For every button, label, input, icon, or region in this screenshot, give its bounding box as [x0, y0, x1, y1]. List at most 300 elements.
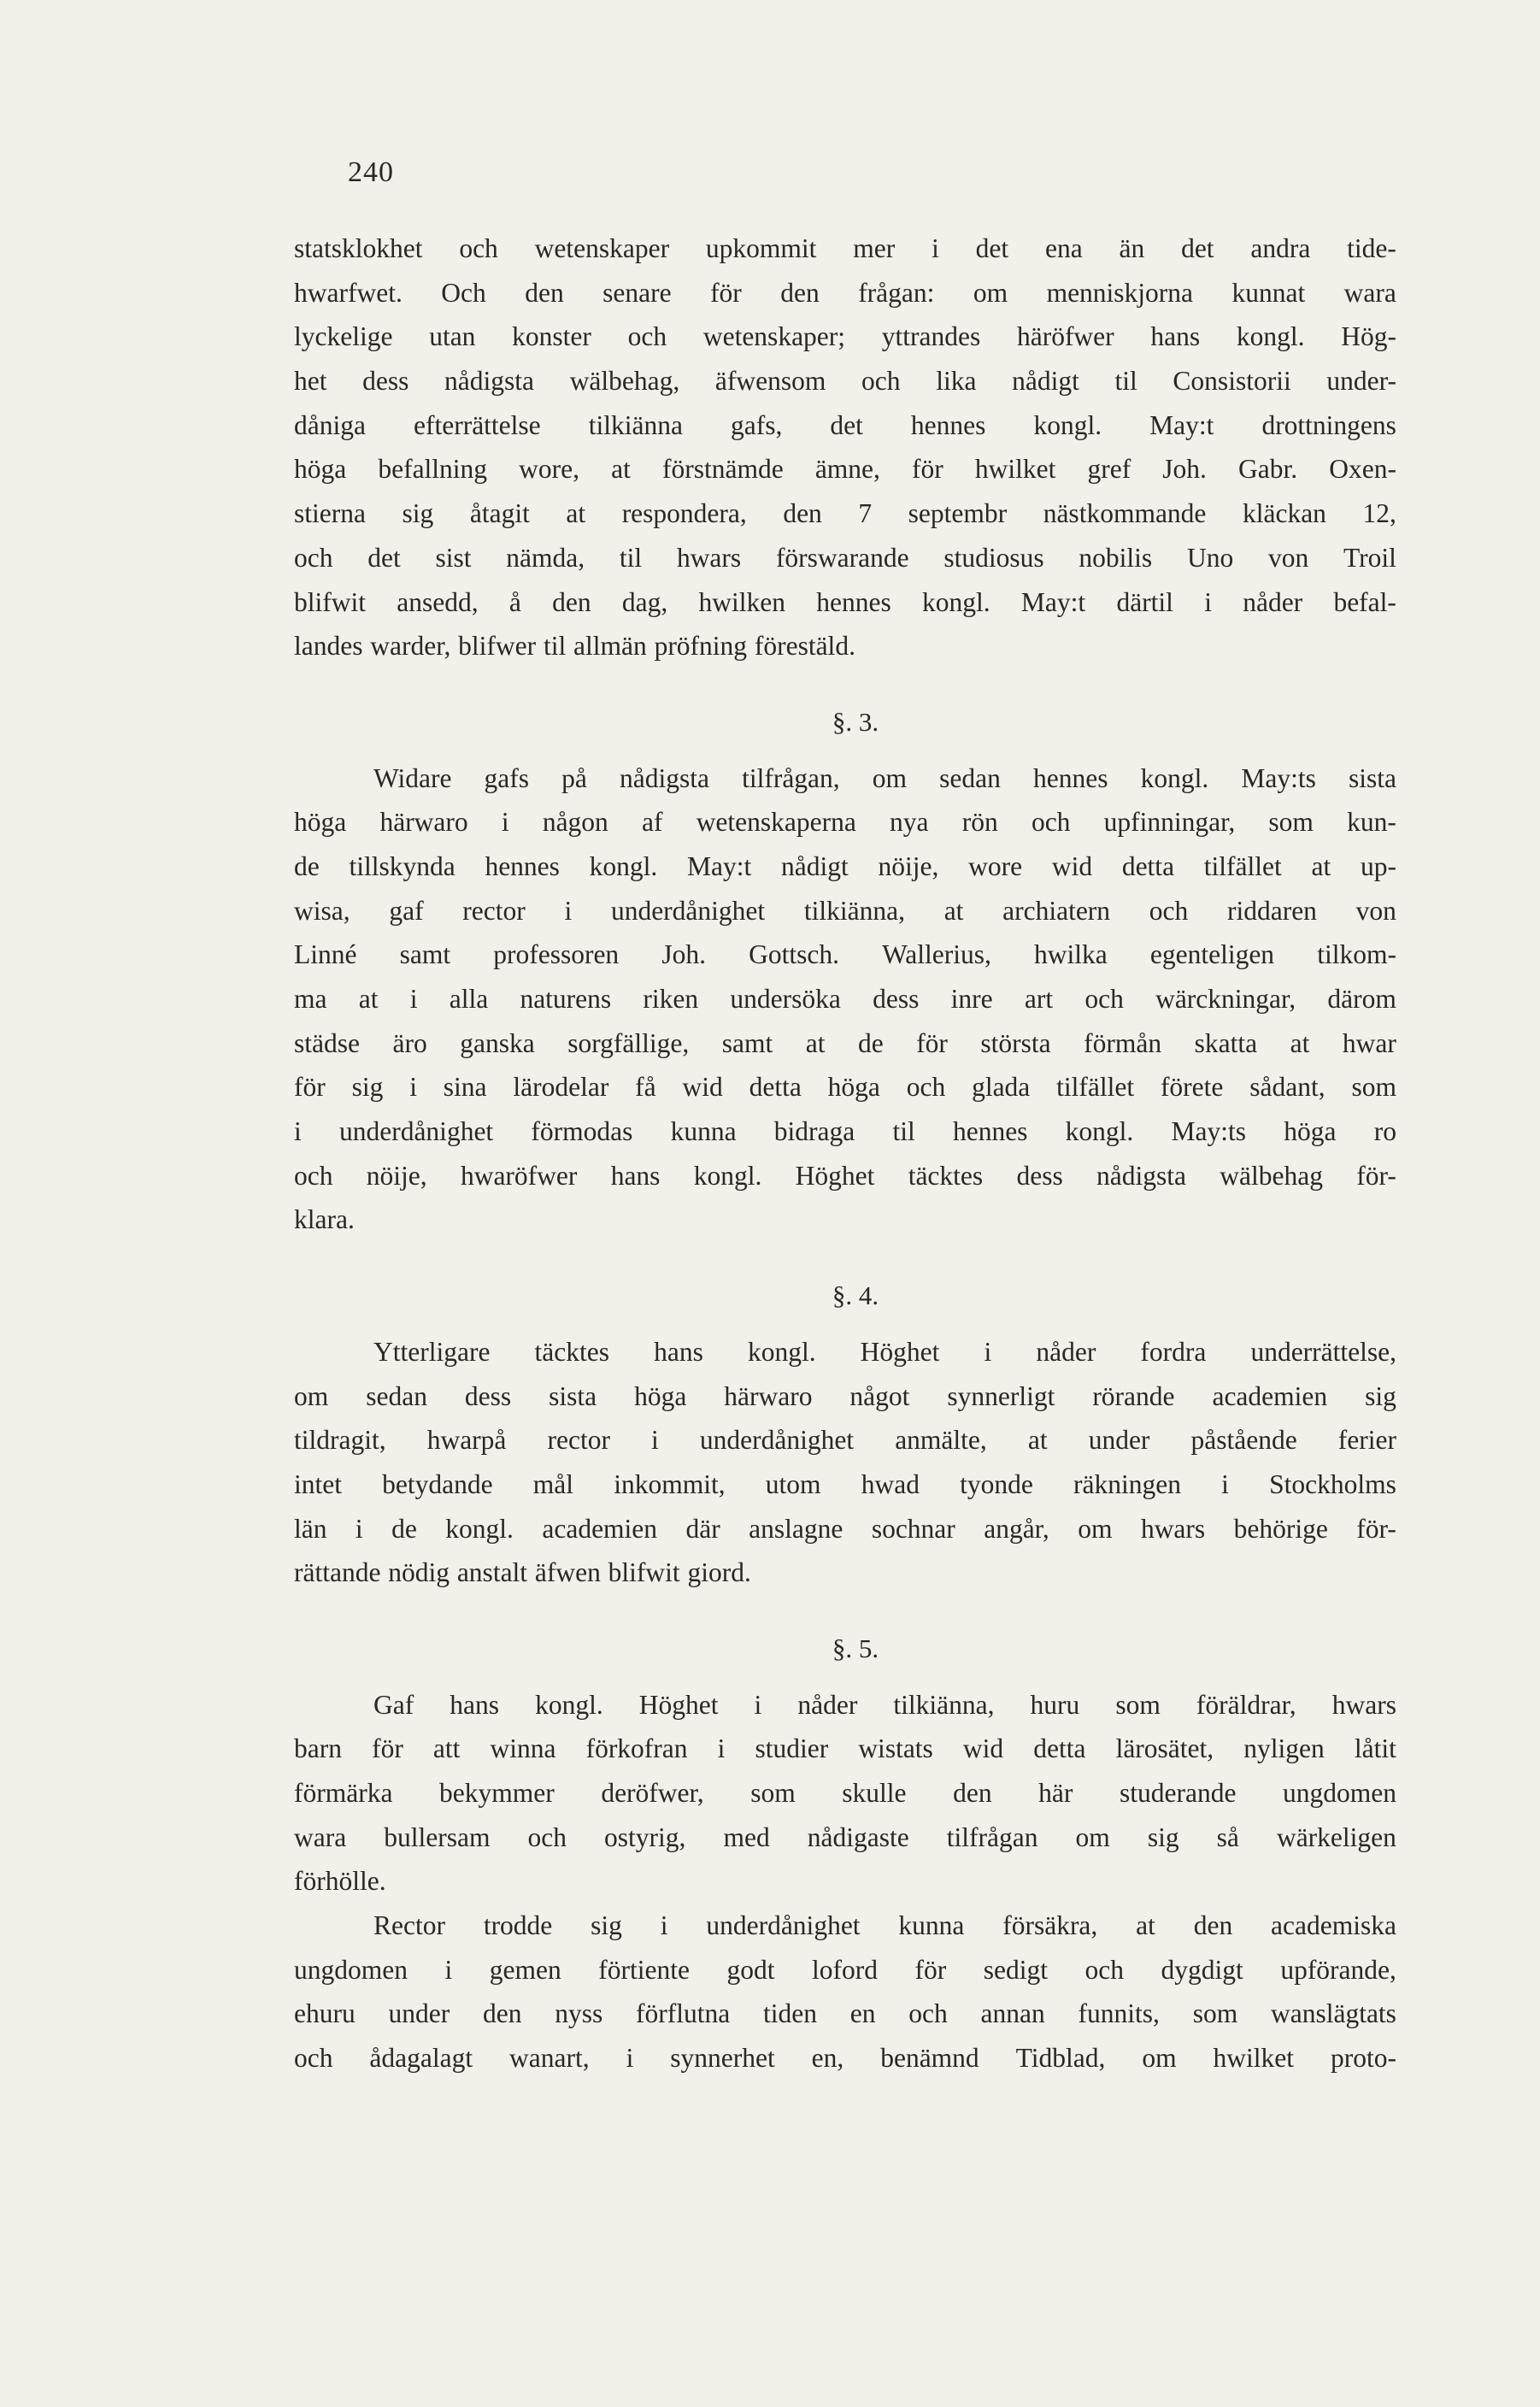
word: at: [358, 984, 379, 1014]
word: deröfwer,: [601, 1778, 704, 1808]
text-line: [294, 1683, 1396, 1727]
word: May:ts: [1171, 1116, 1247, 1147]
text-line: [294, 1065, 1396, 1109]
word: äro: [392, 1027, 427, 1058]
word: som: [1115, 1689, 1161, 1720]
paragraph: [294, 1330, 1396, 1595]
word: det: [1181, 233, 1214, 263]
word: de: [391, 1513, 417, 1544]
word: studier: [755, 1733, 829, 1764]
word: blifwer: [458, 631, 537, 662]
section-heading: §. 3.: [832, 706, 879, 737]
word: wid: [1051, 850, 1093, 881]
word: underdånighet: [610, 895, 766, 926]
word: förhölle.: [294, 1866, 386, 1897]
word: het: [294, 366, 327, 397]
word: rector: [462, 895, 526, 926]
word: sedan: [366, 1380, 427, 1411]
word: wid: [962, 1733, 1004, 1764]
word: archiatern: [1002, 895, 1111, 926]
word: kongl.: [1140, 762, 1209, 793]
word: äfwen: [534, 1557, 601, 1588]
word: att: [432, 1733, 461, 1764]
word: i: [564, 895, 573, 926]
text-line: [294, 933, 1396, 977]
word: ungdomen: [294, 1954, 408, 1985]
word: någon: [542, 807, 608, 838]
word: i: [409, 1072, 417, 1103]
word: anmälte,: [895, 1425, 987, 1456]
word: May:t: [687, 850, 752, 881]
word: Widare: [373, 762, 452, 793]
word: sorgfällige,: [567, 1027, 690, 1058]
word: nådigt: [781, 850, 849, 881]
text-line: [294, 227, 1396, 271]
word: academiska: [1271, 1910, 1396, 1941]
word: Ytterligare: [373, 1336, 491, 1367]
word: och: [1084, 1954, 1125, 1985]
word: til: [892, 1116, 915, 1147]
word: kläckan: [1242, 498, 1326, 529]
word: utom: [765, 1468, 821, 1499]
word: at: [805, 1027, 826, 1058]
word: sochnar: [871, 1513, 955, 1544]
word: tilfrågan,: [742, 762, 840, 793]
word: underdånighet: [699, 1425, 855, 1456]
word: godt: [726, 1954, 775, 1985]
word: fordra: [1140, 1336, 1207, 1367]
word: nämda,: [506, 542, 585, 573]
word: för: [372, 1733, 403, 1764]
word: försäkra,: [1002, 1910, 1098, 1941]
word: nådigsta: [619, 762, 709, 793]
word: benämnd: [880, 2043, 979, 2074]
word: at: [1290, 1027, 1310, 1058]
word: art: [1024, 984, 1054, 1014]
word: som: [1192, 1998, 1238, 2029]
word: wälbehag: [1220, 1160, 1323, 1191]
word: den: [525, 277, 564, 308]
word: ena: [1044, 233, 1083, 263]
word: ansedd,: [397, 586, 479, 617]
word: tildragit,: [294, 1425, 386, 1456]
word: tillskynda: [349, 850, 456, 881]
word: och: [294, 542, 333, 573]
word: alla: [449, 984, 489, 1014]
text-line: [294, 403, 1396, 448]
text-line: [294, 359, 1396, 403]
word: tilkom-: [1317, 939, 1396, 970]
word: de: [294, 850, 320, 881]
word: ro: [1373, 1116, 1396, 1147]
word: Stockholms: [1269, 1468, 1396, 1499]
word: kunna: [898, 1910, 965, 1941]
word: hwilka: [1034, 939, 1108, 970]
word: dess: [464, 1380, 512, 1411]
word: af: [642, 807, 663, 838]
word: wanslägtats: [1270, 1998, 1396, 2029]
word: barn: [294, 1733, 342, 1764]
word: wetenskaperna: [696, 807, 856, 838]
word: Joh.: [1162, 454, 1207, 485]
word: i: [501, 807, 509, 838]
word: tilkiänna,: [803, 895, 905, 926]
word: bekymmer: [439, 1778, 555, 1808]
word: til: [1114, 366, 1137, 397]
word: septembr: [908, 498, 1008, 529]
word: huru: [1030, 1689, 1080, 1720]
word: dåniga: [294, 409, 366, 440]
word: loford: [812, 1954, 878, 1985]
word: därtil: [1116, 586, 1173, 617]
paragraph: [294, 1683, 1396, 1904]
word: i: [984, 1336, 992, 1367]
text-line: [294, 315, 1396, 359]
word: i: [294, 1116, 302, 1147]
word: den: [783, 498, 822, 529]
word: en: [849, 1998, 876, 2029]
word: at: [1136, 1910, 1155, 1941]
word: nådigsta: [1096, 1160, 1186, 1191]
word: och: [861, 366, 901, 397]
paragraph: [294, 227, 1396, 668]
text-line: [294, 1198, 1396, 1242]
word: här: [1038, 1778, 1073, 1808]
word: rector: [547, 1425, 610, 1456]
word: Oxen-: [1329, 454, 1396, 485]
word: ostyrig,: [604, 1821, 686, 1852]
word: därom: [1327, 984, 1396, 1014]
word: hwars: [676, 542, 742, 573]
word: wara: [294, 1821, 347, 1852]
text-line: [294, 2036, 1396, 2080]
word: det: [830, 409, 863, 440]
word: något: [849, 1380, 910, 1411]
word: lärosätet,: [1115, 1733, 1214, 1764]
section-gap: [294, 1671, 1396, 1683]
word: utan: [429, 321, 476, 352]
text-line: [294, 800, 1396, 845]
word: lika: [936, 366, 977, 397]
word: i: [660, 1910, 668, 1941]
word: proto-: [1330, 2043, 1396, 2074]
word: wälbehag,: [569, 366, 680, 397]
word: bidraga: [773, 1116, 855, 1147]
word: förtiente: [598, 1954, 690, 1985]
word: hans: [654, 1336, 703, 1367]
word: tiden: [763, 1998, 818, 2029]
word: kongl.: [589, 850, 658, 881]
text-line: [294, 491, 1396, 536]
word: täcktes: [908, 1160, 984, 1191]
word: förkofran: [585, 1733, 688, 1764]
word: en,: [811, 2043, 844, 2074]
word: nåder: [1243, 586, 1303, 617]
word: och: [1084, 984, 1124, 1014]
word: landes: [294, 631, 363, 662]
word: och: [1149, 895, 1189, 926]
word: upkommit: [705, 233, 817, 263]
word: underrättelse,: [1250, 1336, 1396, 1367]
section-gap: [294, 1242, 1396, 1274]
word: sist: [435, 542, 472, 573]
word: til: [543, 631, 567, 662]
text-line: [294, 1551, 1396, 1595]
word: förmodas: [531, 1116, 633, 1147]
word: samt: [399, 939, 451, 970]
word: och: [627, 321, 667, 352]
word: synnerligt: [947, 1380, 1055, 1411]
word: studiosus: [943, 542, 1044, 573]
word: von: [1355, 895, 1396, 926]
word: i: [409, 984, 418, 1014]
text-line: [294, 624, 1396, 668]
word: befallning: [378, 454, 488, 485]
word: tilfället: [1203, 850, 1282, 881]
word: rörande: [1092, 1380, 1175, 1411]
word: och: [1031, 807, 1071, 838]
word: förflutna: [636, 1998, 731, 2029]
word: rättande: [294, 1557, 381, 1588]
word: samt: [721, 1027, 773, 1058]
word: winna: [490, 1733, 556, 1764]
word: von: [1267, 542, 1309, 573]
word: på: [561, 762, 587, 793]
word: mål: [532, 1468, 574, 1499]
word: sista: [549, 1380, 597, 1411]
word: synnerhet: [670, 2043, 775, 2074]
word: i: [651, 1425, 659, 1456]
word: under: [388, 1998, 450, 2029]
word: för-: [1356, 1513, 1396, 1544]
word: up-: [1360, 850, 1396, 881]
word: naturens: [520, 984, 612, 1014]
text-line: [294, 1904, 1396, 1948]
word: om: [872, 762, 908, 793]
word: Höghet: [638, 1689, 719, 1720]
word: sig: [351, 1072, 384, 1103]
word: den: [780, 277, 820, 308]
word: underdånighet: [338, 1116, 494, 1147]
word: åtagit: [469, 498, 530, 529]
word: senare: [602, 277, 672, 308]
word: så: [1216, 1821, 1239, 1852]
word: påstående: [1190, 1425, 1297, 1456]
word: blifwit: [294, 586, 366, 617]
word: upfinningar,: [1103, 807, 1236, 838]
word: May:ts: [1241, 762, 1316, 793]
text-line: [294, 1816, 1396, 1860]
word: wisa,: [294, 895, 350, 926]
text-line: [294, 977, 1396, 1021]
word: dess: [362, 366, 409, 397]
word: nödig: [388, 1557, 450, 1588]
body-text: [294, 227, 1396, 2080]
word: län: [294, 1513, 327, 1544]
word: och: [527, 1821, 567, 1852]
word: som: [1351, 1072, 1396, 1103]
word: betydande: [382, 1468, 493, 1499]
word: nästkommande: [1043, 498, 1207, 529]
text-line: [294, 845, 1396, 889]
word: warder,: [370, 631, 451, 662]
text-line: [294, 756, 1396, 801]
word: och: [294, 2043, 333, 2074]
section-gap: [294, 1595, 1396, 1627]
text-line: [294, 1992, 1396, 2036]
word: Troil: [1343, 542, 1396, 573]
word: härwaro: [379, 807, 468, 838]
word: låtit: [1354, 1733, 1396, 1764]
word: at: [943, 895, 964, 926]
word: den: [1193, 1910, 1233, 1941]
word: riddaren: [1226, 895, 1317, 926]
text-line: [294, 1021, 1396, 1066]
word: 7: [858, 498, 873, 529]
word: gafs: [484, 762, 530, 793]
text-line: [294, 1418, 1396, 1462]
word: sedigt: [983, 1954, 1049, 1985]
word: rön: [961, 807, 998, 838]
text-line: [294, 580, 1396, 625]
word: nådigaste: [807, 1821, 909, 1852]
word: för: [914, 1954, 947, 1985]
word: gaf: [389, 895, 424, 926]
word: om: [1142, 2043, 1177, 2074]
text-line: [294, 1154, 1396, 1198]
word: nobilis: [1079, 542, 1153, 573]
word: tilkiänna: [588, 409, 683, 440]
word: hennes: [1032, 762, 1108, 793]
word: giord.: [687, 1557, 751, 1588]
word: skulle: [842, 1778, 907, 1808]
word: och: [294, 1160, 333, 1191]
word: Höghet: [860, 1336, 940, 1367]
word: befal-: [1333, 586, 1396, 617]
word: at: [1027, 1425, 1048, 1456]
word: städse: [294, 1027, 360, 1058]
word: hans: [610, 1160, 661, 1191]
text-line: [294, 536, 1396, 580]
word: kongl.: [1065, 1116, 1134, 1147]
word: kongl.: [747, 1336, 816, 1367]
word: kongl.: [445, 1513, 514, 1544]
word: at: [566, 498, 586, 529]
word: kunnat: [1231, 277, 1306, 308]
word: hans: [1150, 321, 1201, 352]
word: om: [973, 277, 1008, 308]
word: intet: [294, 1468, 342, 1499]
word: funnits,: [1078, 1998, 1160, 2029]
word: om: [1078, 1513, 1113, 1544]
word: kongl.: [693, 1160, 762, 1191]
word: trodde: [483, 1910, 553, 1941]
word: förestäld.: [754, 631, 855, 662]
word: wid: [682, 1072, 723, 1103]
word: nåder: [1036, 1336, 1096, 1367]
word: hennes: [910, 409, 986, 440]
word: kongl.: [535, 1689, 603, 1720]
word: för: [912, 454, 943, 485]
word: ungdomen: [1283, 1778, 1396, 1808]
word: anstalt: [456, 1557, 528, 1588]
word: äfwensom: [714, 366, 826, 397]
word: anslagne: [749, 1513, 843, 1544]
word: efterrättelse: [414, 409, 541, 440]
word: at: [1311, 850, 1331, 881]
word: nådigt: [1012, 366, 1079, 397]
text-line: [294, 1948, 1396, 1992]
word: allmän: [573, 631, 647, 662]
word: hwilket: [974, 454, 1056, 485]
word: sådant,: [1249, 1072, 1325, 1103]
word: gemen: [489, 1954, 561, 1985]
word: hennes: [816, 586, 891, 617]
word: konster: [512, 321, 591, 352]
text-line: [294, 889, 1396, 933]
word: andra: [1250, 233, 1311, 263]
word: sedan: [939, 762, 1001, 793]
word: i: [355, 1513, 363, 1544]
word: under: [1088, 1425, 1150, 1456]
section-heading: §. 5.: [832, 1633, 879, 1663]
word: kun-: [1347, 807, 1396, 838]
word: sig: [1365, 1380, 1396, 1411]
word: härwaro: [724, 1380, 813, 1411]
word: Consistorii: [1173, 366, 1291, 397]
word: tyonde: [960, 1468, 1033, 1499]
word: de: [857, 1027, 884, 1058]
word: i: [1204, 586, 1212, 617]
word: ma: [294, 984, 327, 1014]
word: May:t: [1020, 586, 1086, 617]
word: och: [906, 1072, 946, 1103]
word: nådigsta: [444, 366, 535, 397]
word: hwars: [1331, 1689, 1396, 1720]
word: hwilket: [1213, 2043, 1295, 2074]
word: tilkiänna,: [893, 1689, 995, 1720]
word: hennes: [485, 850, 560, 881]
word: dygdigt: [1161, 1954, 1243, 1985]
word: Tidblad,: [1015, 2043, 1106, 2074]
text-line: [294, 447, 1396, 491]
word: hwar: [1342, 1027, 1396, 1058]
word: täcktes: [534, 1336, 609, 1367]
word: hwarfwet.: [294, 277, 403, 308]
word: wärckningar,: [1155, 984, 1296, 1014]
word: och: [459, 233, 498, 263]
word: tilfrågan: [946, 1821, 1038, 1852]
word: upförande,: [1280, 1954, 1396, 1985]
word: nyss: [555, 1998, 603, 2029]
word: respondera,: [621, 498, 747, 529]
word: til: [619, 542, 643, 573]
word: Gabr.: [1238, 454, 1298, 485]
word: i: [626, 2043, 634, 2074]
word: gafs,: [730, 409, 783, 440]
word: i: [932, 233, 939, 263]
word: hwarpå: [426, 1425, 507, 1456]
text-line: [294, 271, 1396, 315]
word: höga: [1284, 1116, 1337, 1147]
word: kongl.: [922, 586, 990, 617]
word: Wallerius,: [882, 939, 991, 970]
word: dess: [873, 984, 920, 1014]
word: få: [635, 1072, 656, 1103]
word: wara: [1343, 277, 1396, 308]
word: höga: [827, 1072, 880, 1103]
word: wanart,: [509, 2043, 590, 2074]
